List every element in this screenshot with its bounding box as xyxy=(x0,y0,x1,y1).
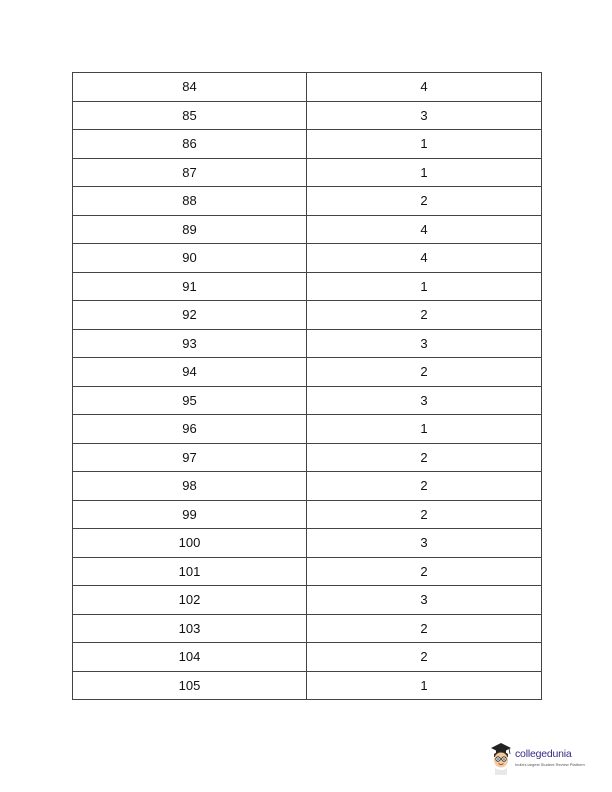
question-number-cell: 93 xyxy=(73,329,307,358)
answer-cell: 4 xyxy=(307,215,542,244)
question-number-cell: 85 xyxy=(73,101,307,130)
table-row xyxy=(73,557,542,586)
answer-cell: 2 xyxy=(307,472,542,501)
table-row xyxy=(73,671,542,700)
answer-cell: 1 xyxy=(307,158,542,187)
question-number-cell: 98 xyxy=(73,472,307,501)
question-number-cell: 87 xyxy=(73,158,307,187)
brand-tagline: India's largest Student Review Platform xyxy=(515,762,585,767)
question-number-cell: 99 xyxy=(73,500,307,529)
question-number-cell: 100 xyxy=(73,529,307,558)
question-number-cell: 96 xyxy=(73,415,307,444)
table-row xyxy=(73,301,542,330)
answer-cell: 2 xyxy=(307,187,542,216)
collegedunia-watermark xyxy=(489,741,591,777)
collegedunia-mascot-icon xyxy=(489,741,513,775)
answer-cell: 2 xyxy=(307,301,542,330)
answer-cell: 3 xyxy=(307,586,542,615)
table-row xyxy=(73,643,542,672)
brand-name: collegedunia xyxy=(515,748,572,760)
question-number-cell: 97 xyxy=(73,443,307,472)
answer-cell: 3 xyxy=(307,101,542,130)
question-number-cell: 92 xyxy=(73,301,307,330)
answer-key-rows xyxy=(73,73,542,700)
answer-cell: 1 xyxy=(307,671,542,700)
question-number-cell: 95 xyxy=(73,386,307,415)
answer-cell: 2 xyxy=(307,500,542,529)
answer-cell: 3 xyxy=(307,529,542,558)
question-number-cell: 105 xyxy=(73,671,307,700)
table-row xyxy=(73,614,542,643)
answer-cell: 2 xyxy=(307,614,542,643)
table-row xyxy=(73,415,542,444)
answer-cell: 2 xyxy=(307,643,542,672)
question-number-cell: 103 xyxy=(73,614,307,643)
table-row xyxy=(73,272,542,301)
table-row xyxy=(73,358,542,387)
table-row xyxy=(73,244,542,273)
question-number-cell: 84 xyxy=(73,73,307,102)
answer-key-table xyxy=(72,72,542,700)
answer-cell: 3 xyxy=(307,386,542,415)
table-row xyxy=(73,386,542,415)
table-row xyxy=(73,586,542,615)
table-row xyxy=(73,529,542,558)
answer-cell: 1 xyxy=(307,415,542,444)
question-number-cell: 94 xyxy=(73,358,307,387)
question-number-cell: 104 xyxy=(73,643,307,672)
table-row xyxy=(73,329,542,358)
table-row xyxy=(73,215,542,244)
table-row xyxy=(73,443,542,472)
answer-cell: 4 xyxy=(307,73,542,102)
answer-cell: 3 xyxy=(307,329,542,358)
table-row xyxy=(73,73,542,102)
question-number-cell: 89 xyxy=(73,215,307,244)
table-row xyxy=(73,500,542,529)
answer-cell: 2 xyxy=(307,557,542,586)
answer-cell: 2 xyxy=(307,358,542,387)
question-number-cell: 101 xyxy=(73,557,307,586)
answer-cell: 2 xyxy=(307,443,542,472)
table-row xyxy=(73,472,542,501)
question-number-cell: 102 xyxy=(73,586,307,615)
question-number-cell: 90 xyxy=(73,244,307,273)
answer-cell: 1 xyxy=(307,272,542,301)
question-number-cell: 88 xyxy=(73,187,307,216)
question-number-cell: 86 xyxy=(73,130,307,159)
answer-cell: 1 xyxy=(307,130,542,159)
answer-cell: 4 xyxy=(307,244,542,273)
table-row xyxy=(73,130,542,159)
question-number-cell: 91 xyxy=(73,272,307,301)
table-row xyxy=(73,187,542,216)
table-row xyxy=(73,101,542,130)
table-row xyxy=(73,158,542,187)
